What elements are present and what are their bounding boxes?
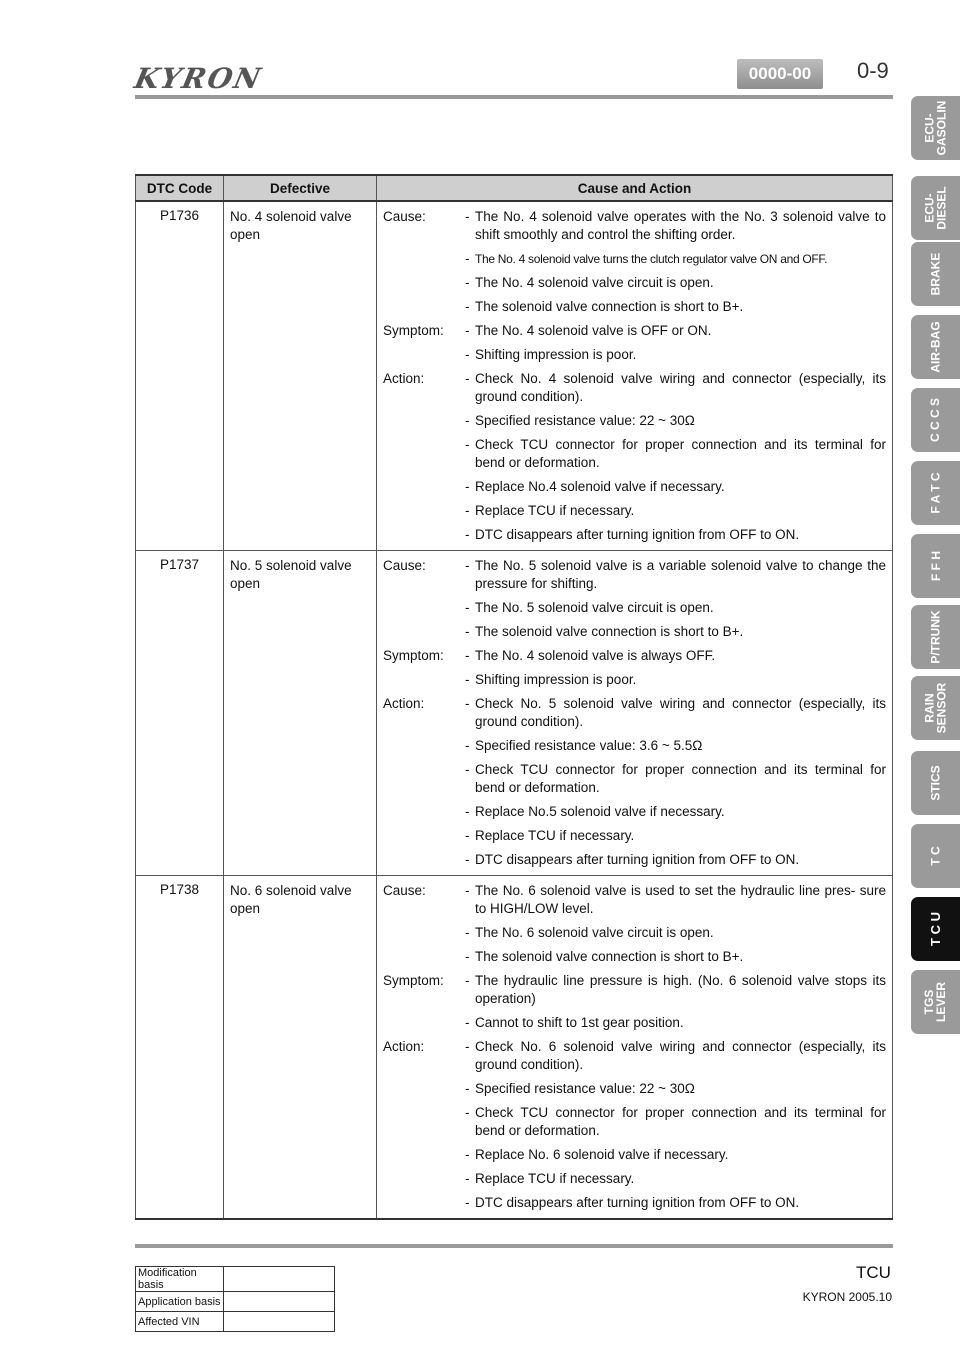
- group-items: [465, 882, 886, 972]
- group-label: Symptom:: [383, 973, 444, 988]
- group-items: [465, 370, 886, 550]
- bullet-dash: -: [465, 209, 470, 224]
- item-text: The hydraulic line pressure is high. (No. 6 solenoid valve stops its operation): [475, 973, 886, 1006]
- bullet-dash: -: [465, 648, 470, 663]
- list-item: [465, 647, 886, 665]
- item-text: Specified resistance value: 3.6 ~ 5.5Ω: [475, 738, 703, 753]
- bullet-dash: -: [465, 1171, 470, 1186]
- bullet-dash: -: [465, 275, 470, 290]
- bullet-dash: -: [465, 371, 470, 386]
- cause-action-group: [383, 322, 886, 370]
- cause-action-group: [383, 208, 886, 322]
- footer-rule: [135, 1244, 893, 1248]
- bullet-dash: -: [465, 323, 470, 338]
- tab-tcu[interactable]: [911, 897, 960, 961]
- group-items: [465, 647, 886, 695]
- tab-rain-sensor[interactable]: [911, 676, 960, 740]
- dtc-code-cell: P1738: [136, 876, 224, 1220]
- group-items: [465, 972, 886, 1038]
- defective-cell: No. 4 solenoid valve open: [224, 201, 377, 551]
- bullet-dash: -: [465, 503, 470, 518]
- list-item: [465, 208, 886, 244]
- footer-section-title: TCU: [856, 1263, 891, 1282]
- list-item: [465, 695, 886, 731]
- bullet-dash: -: [465, 527, 470, 542]
- tab-ffh[interactable]: [911, 534, 960, 598]
- list-item: [465, 882, 886, 918]
- cause-action-cell: [377, 551, 893, 876]
- list-item: [465, 322, 886, 340]
- list-item: [465, 1194, 886, 1212]
- dtc-code-cell: P1736: [136, 201, 224, 551]
- bullet-dash: -: [465, 696, 470, 711]
- item-text: Check TCU connector for proper connection and its terminal for bend or deformation.: [475, 437, 886, 470]
- item-text: The No. 4 solenoid valve turns the clutch regulator valve ON and OFF.: [475, 252, 828, 266]
- item-text: Check No. 5 solenoid valve wiring and connector (especially, its ground condition).: [475, 696, 886, 729]
- item-text: Shifting impression is poor.: [475, 672, 637, 687]
- table-header-row: [136, 175, 893, 201]
- list-item: [465, 803, 886, 821]
- list-item: [465, 1038, 886, 1074]
- tab-label: STICS: [928, 765, 943, 801]
- bullet-dash: -: [465, 672, 470, 687]
- table-row: [136, 551, 893, 876]
- item-text: Replace TCU if necessary.: [475, 503, 635, 518]
- list-item: [465, 1080, 886, 1098]
- cause-action-group: [383, 557, 886, 647]
- list-item: [465, 851, 886, 869]
- bullet-dash: -: [465, 437, 470, 452]
- item-text: Cannot to shift to 1st gear position.: [475, 1015, 684, 1030]
- modification-basis-value: [224, 1267, 335, 1292]
- bullet-dash: -: [465, 1195, 470, 1210]
- group-label: Action:: [383, 1039, 425, 1054]
- cause-action-group: [383, 972, 886, 1038]
- application-basis-label: Application basis: [136, 1292, 224, 1312]
- defective-cell: No. 6 solenoid valve open: [224, 876, 377, 1220]
- list-item: [465, 370, 886, 406]
- bullet-dash: -: [465, 1081, 470, 1096]
- group-label: Cause:: [383, 883, 426, 898]
- list-item: [465, 436, 886, 472]
- tab-air-bag[interactable]: [911, 315, 960, 379]
- item-text: DTC disappears after turning ignition from OFF to ON.: [475, 852, 800, 867]
- item-text: Specified resistance value: 22 ~ 30Ω: [475, 1081, 695, 1096]
- tab-label: BRAKE: [928, 252, 943, 296]
- tab-label: P/TRUNK: [928, 610, 943, 664]
- tab-stics[interactable]: [911, 751, 960, 815]
- item-text: Specified resistance value: 22 ~ 30Ω: [475, 413, 695, 428]
- list-item: [465, 827, 886, 845]
- list-item: [465, 412, 886, 430]
- tab-label: C C C S: [928, 397, 943, 443]
- tab-label: TGS LEVER: [922, 981, 949, 1023]
- list-item: [465, 502, 886, 520]
- item-text: The No. 4 solenoid valve circuit is open.: [475, 275, 714, 290]
- tab-tgs-lever[interactable]: [911, 970, 960, 1034]
- list-item: [465, 1170, 886, 1188]
- group-items: [465, 1038, 886, 1218]
- group-label: Cause:: [383, 209, 426, 224]
- cause-action-group: [383, 1038, 886, 1218]
- kyron-logo: KYRON: [131, 62, 266, 95]
- list-item: [465, 250, 886, 268]
- bullet-dash: -: [465, 347, 470, 362]
- table-row: [136, 1267, 335, 1292]
- item-text: DTC disappears after turning ignition from OFF to ON.: [475, 527, 800, 542]
- item-text: Replace No.4 solenoid valve if necessary.: [475, 479, 725, 494]
- tab-label: RAIN SENSOR: [922, 682, 949, 734]
- list-item: [465, 671, 886, 689]
- group-items: [465, 208, 886, 322]
- table-row: [136, 1312, 335, 1332]
- bullet-dash: -: [465, 1039, 470, 1054]
- dtc-table: [135, 174, 893, 1220]
- tab-label: T C: [928, 846, 943, 866]
- item-text: The No. 5 solenoid valve is a variable solenoid valve to change the pressure for shifting.: [475, 558, 886, 591]
- tab-ecu-gasolin[interactable]: [911, 96, 960, 160]
- tab-label: T C U: [927, 912, 943, 946]
- section-code-badge: 0000-00: [737, 59, 823, 89]
- column-header-cause-action: Cause and Action: [377, 175, 893, 201]
- item-text: The No. 6 solenoid valve circuit is open.: [475, 925, 714, 940]
- group-label: Action:: [383, 371, 425, 386]
- cause-action-cell: [377, 876, 893, 1220]
- bullet-dash: -: [465, 251, 470, 266]
- group-label: Action:: [383, 696, 425, 711]
- dtc-code-cell: P1737: [136, 551, 224, 876]
- tab-tc[interactable]: [911, 824, 960, 888]
- list-item: [465, 274, 886, 292]
- cause-action-group: [383, 370, 886, 550]
- tab-ecu-diesel[interactable]: [911, 176, 960, 240]
- page-number: 0-9: [857, 58, 889, 83]
- bullet-dash: -: [465, 624, 470, 639]
- list-item: [465, 599, 886, 617]
- cause-action-group: [383, 695, 886, 875]
- item-text: The No. 6 solenoid valve is used to set the hydraulic line pres- sure to HIGH/LOW level.: [475, 883, 886, 916]
- list-item: [465, 478, 886, 496]
- bullet-dash: -: [465, 1147, 470, 1162]
- bullet-dash: -: [465, 479, 470, 494]
- list-item: [465, 526, 886, 544]
- group-label: Symptom:: [383, 648, 444, 663]
- item-text: The solenoid valve connection is short to B+.: [475, 949, 744, 964]
- item-text: Replace No. 6 solenoid valve if necessary.: [475, 1147, 729, 1162]
- bullet-dash: -: [465, 883, 470, 898]
- bullet-dash: -: [465, 949, 470, 964]
- header-rule: [135, 95, 893, 99]
- group-items: [465, 322, 886, 370]
- item-text: The solenoid valve connection is short to B+.: [475, 624, 744, 639]
- tab-brake[interactable]: [911, 242, 960, 306]
- modification-table: [135, 1266, 335, 1332]
- tab-label: ECU- GASOLIN: [922, 100, 949, 156]
- tab-p-trunk[interactable]: [911, 605, 960, 669]
- item-text: Replace TCU if necessary.: [475, 828, 635, 843]
- table-row: [136, 1292, 335, 1312]
- item-text: Shifting impression is poor.: [475, 347, 637, 362]
- item-text: The No. 5 solenoid valve circuit is open.: [475, 600, 714, 615]
- tab-label: F F H: [928, 551, 943, 581]
- list-item: [465, 924, 886, 942]
- list-item: [465, 761, 886, 797]
- table-row: [136, 201, 893, 551]
- column-header-defective: Defective: [224, 175, 377, 201]
- bullet-dash: -: [465, 738, 470, 753]
- bullet-dash: -: [465, 762, 470, 777]
- modification-basis-label: Modification basis: [136, 1267, 224, 1292]
- bullet-dash: -: [465, 1015, 470, 1030]
- affected-vin-value: [224, 1312, 335, 1332]
- bullet-dash: -: [465, 804, 470, 819]
- list-item: [465, 1014, 886, 1032]
- cause-action-group: [383, 647, 886, 695]
- affected-vin-label: Affected VIN: [136, 1312, 224, 1332]
- tab-label: F A T C: [928, 472, 943, 514]
- item-text: DTC disappears after turning ignition from OFF to ON.: [475, 1195, 800, 1210]
- tab-cccs[interactable]: [911, 388, 960, 452]
- tab-label: AIR-BAG: [928, 321, 943, 373]
- group-label: Cause:: [383, 558, 426, 573]
- bullet-dash: -: [465, 1105, 470, 1120]
- application-basis-value: [224, 1292, 335, 1312]
- footer-model-date: KYRON 2005.10: [802, 1290, 892, 1304]
- group-label: Symptom:: [383, 323, 444, 338]
- bullet-dash: -: [465, 973, 470, 988]
- list-item: [465, 948, 886, 966]
- cause-action-cell: [377, 201, 893, 551]
- item-text: The No. 4 solenoid valve is OFF or ON.: [475, 323, 712, 338]
- list-item: [465, 972, 886, 1008]
- list-item: [465, 1104, 886, 1140]
- list-item: [465, 1146, 886, 1164]
- list-item: [465, 557, 886, 593]
- bullet-dash: -: [465, 600, 470, 615]
- tab-fatc[interactable]: [911, 461, 960, 525]
- item-text: The No. 4 solenoid valve operates with the No. 3 solenoid valve to shift smoothly and control the shifting order.: [475, 209, 886, 242]
- group-items: [465, 557, 886, 647]
- defective-cell: No. 5 solenoid valve open: [224, 551, 377, 876]
- bullet-dash: -: [465, 558, 470, 573]
- list-item: [465, 623, 886, 641]
- item-text: Replace No.5 solenoid valve if necessary.: [475, 804, 725, 819]
- bullet-dash: -: [465, 828, 470, 843]
- bullet-dash: -: [465, 852, 470, 867]
- table-row: [136, 876, 893, 1220]
- item-text: Check TCU connector for proper connection and its terminal for bend or deformation.: [475, 1105, 886, 1138]
- item-text: Replace TCU if necessary.: [475, 1171, 635, 1186]
- dtc-table-body: [136, 201, 893, 1219]
- list-item: [465, 298, 886, 316]
- list-item: [465, 346, 886, 364]
- tab-label: ECU- DIESEL: [922, 186, 949, 230]
- list-item: [465, 737, 886, 755]
- cause-action-group: [383, 882, 886, 972]
- item-text: Check No. 6 solenoid valve wiring and connector (especially, its ground condition).: [475, 1039, 886, 1072]
- bullet-dash: -: [465, 413, 470, 428]
- group-items: [465, 695, 886, 875]
- item-text: The solenoid valve connection is short to B+.: [475, 299, 744, 314]
- item-text: The No. 4 solenoid valve is always OFF.: [475, 648, 716, 663]
- bullet-dash: -: [465, 925, 470, 940]
- item-text: Check TCU connector for proper connection and its terminal for bend or deformation.: [475, 762, 886, 795]
- item-text: Check No. 4 solenoid valve wiring and connector (especially, its ground condition).: [475, 371, 886, 404]
- bullet-dash: -: [465, 299, 470, 314]
- column-header-dtc-code: DTC Code: [136, 175, 224, 201]
